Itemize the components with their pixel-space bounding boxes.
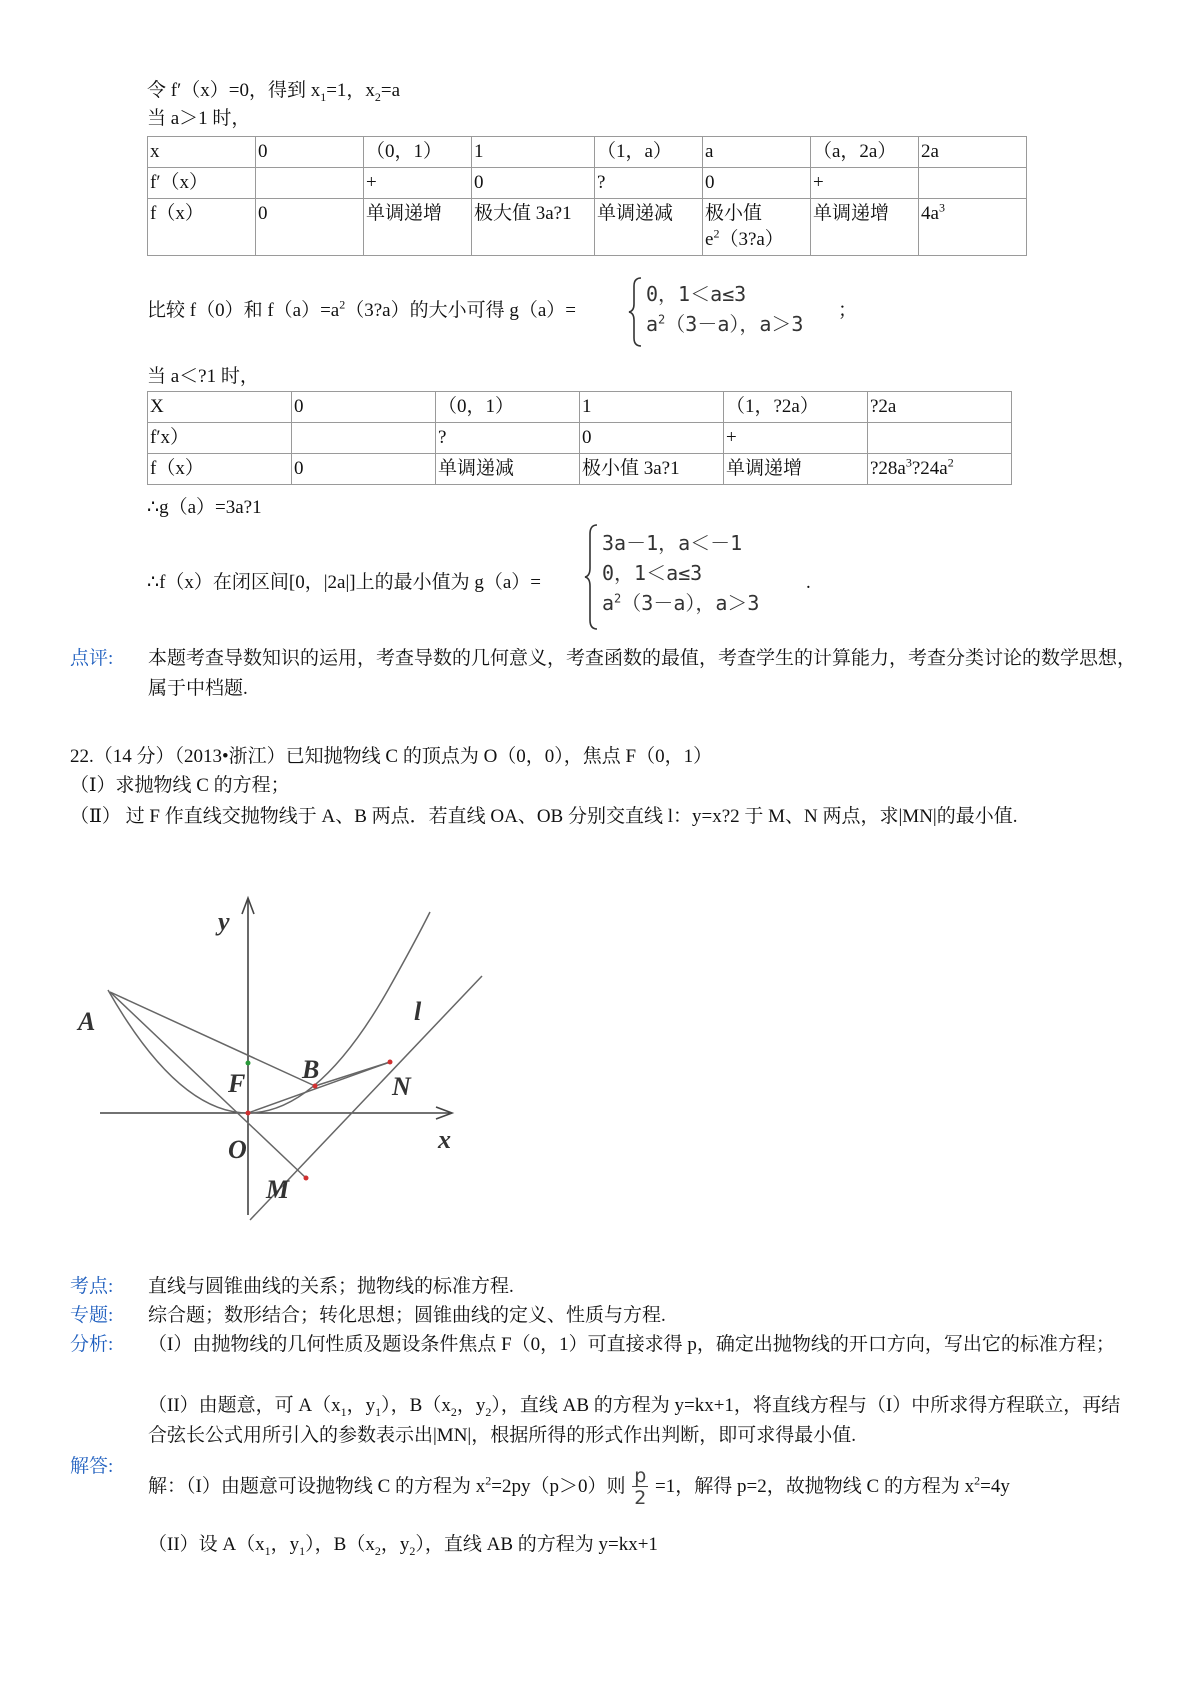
zhuanti-text: 综合题；数形结合；转化思想；圆锥曲线的定义、性质与方程. bbox=[148, 1305, 666, 1326]
zero-derivative-line: 令 f′（x）=0，得到 $x_1=1$，$x_2=a$ bbox=[147, 80, 401, 104]
point-m bbox=[304, 1176, 309, 1181]
table-row: f（x） 0 单调递增 极大值 3a?1 单调递减 极小值 $e^2(3?a)$ 单调递增 $4a^3$ bbox=[148, 199, 1027, 256]
case-a-gt-1-line: 当 a＞1 时， bbox=[147, 108, 251, 129]
piecewise-g-1: 0，1＜a≤3 $a^2(3-a)$，a＞3 bbox=[628, 276, 858, 348]
label-y: y bbox=[218, 907, 230, 936]
review-text: 本题考查导数知识的运用，考查导数的几何意义，考查函数的最值，考查学生的计算能力，考查分类讨论的数学思想，属于中档题. bbox=[148, 648, 1137, 699]
fenxi-label: 分析: bbox=[70, 1334, 114, 1355]
jieda-line-1: 解：（I）由题意可设抛物线 C 的方程为 $x^2=2py(p>0)$则 $\frac{p}{2}$ =1，解得 p=2，故抛物线 C 的方程为 $x^2=4y$ bbox=[148, 1465, 1010, 1509]
label-n: N bbox=[392, 1072, 411, 1101]
table-row: f′（x） + 0 ? 0 + bbox=[148, 168, 1027, 199]
min-value-line: ∴f（x）在闭区间[0，|2a|]上的最小值为 g（a）= bbox=[147, 572, 542, 593]
label-a: A bbox=[78, 1007, 96, 1036]
label-o: O bbox=[228, 1135, 247, 1164]
review-label: 点评: bbox=[70, 648, 114, 669]
jieda-line-2: （II）设 $A(x_1$，$y_1$），$B(x_2$，$y_2$），直线 AB 的方程为 y=kx+1 bbox=[148, 1534, 658, 1558]
table-row: x 0 （0，1） 1 （1，a） a （a，2a） 2a bbox=[148, 137, 1027, 168]
label-b: B bbox=[302, 1055, 320, 1084]
chord-ab bbox=[110, 992, 315, 1086]
piecewise-g-2: 3a－1，a＜－1 0，1＜a≤3 $a^2(3-a)$，a＞3 bbox=[584, 522, 824, 632]
problem-title: 22.（14 分）（2013•浙江）已知抛物线 C 的顶点为 O（0，0），焦点 F（0，1） bbox=[70, 746, 713, 767]
problem-part2: （Ⅱ） 过 F 作直线交抛物线于 A、B 两点．若直线 OA、OB 分别交直线 l：y=x?2 于 M、N 两点，求|MN|的最小值. bbox=[70, 806, 1018, 827]
label-l: l bbox=[414, 997, 422, 1026]
brace-icon bbox=[628, 276, 644, 348]
fenxi-text-1: （I）由抛物线的几何性质及题设条件焦点 F（0，1）可直接求得 p，确定出抛物线的开口方向，写出它的标准方程； bbox=[148, 1334, 1115, 1355]
point-b bbox=[313, 1084, 318, 1089]
kaodian-text: 直线与圆锥曲线的关系；抛物线的标准方程. bbox=[148, 1276, 514, 1297]
zhuanti-label: 专题: bbox=[70, 1305, 114, 1326]
line-om bbox=[110, 992, 306, 1178]
fraction-p-over-2: $\frac{p}{2}$ bbox=[634, 1465, 647, 1509]
problem-part1: （Ⅰ）求抛物线 C 的方程； bbox=[70, 775, 290, 796]
label-x: x bbox=[438, 1125, 451, 1154]
table-row: X 0 （0，1） 1 （1，?2a） ?2a bbox=[148, 392, 1012, 423]
g-a-line: ∴g（a）=3a?1 bbox=[147, 497, 262, 518]
variation-table-1 bbox=[147, 136, 1027, 256]
brace-icon bbox=[584, 522, 600, 632]
case-a-lt-neg1-line: 当 a＜?1 时， bbox=[147, 366, 259, 387]
label-m: M bbox=[266, 1175, 290, 1204]
table-row: f（x） 0 单调递减 极小值 3a?1 单调递增 $?28a^3?24a^2$ bbox=[148, 454, 1012, 485]
point-f bbox=[246, 1061, 251, 1066]
point-o bbox=[246, 1111, 251, 1116]
jieda-label: 解答: bbox=[70, 1456, 114, 1477]
compare-line: 比较 f（0）和 $f(a)=a^2(3?a)$的大小可得 g（a）= bbox=[147, 297, 577, 321]
table-row: f′x） ? 0 + bbox=[148, 423, 1012, 454]
kaodian-label: 考点: bbox=[70, 1276, 114, 1297]
point-n bbox=[388, 1060, 393, 1065]
variation-table-2 bbox=[147, 391, 1012, 485]
label-f: F bbox=[228, 1069, 246, 1098]
fenxi-text-2: （II）由题意，可 $A(x_1$，$y_1$），$B(x_2$，$y_2$），直线 AB 的方程为 y=kx+1，将直线方程与（I）中所求得方程联立，再结合弦长公式用所引入的参数表示出|MN|，根据所得的形式作出判断，即可求得最小值. bbox=[148, 1395, 1121, 1446]
parabola-figure bbox=[70, 880, 490, 1230]
